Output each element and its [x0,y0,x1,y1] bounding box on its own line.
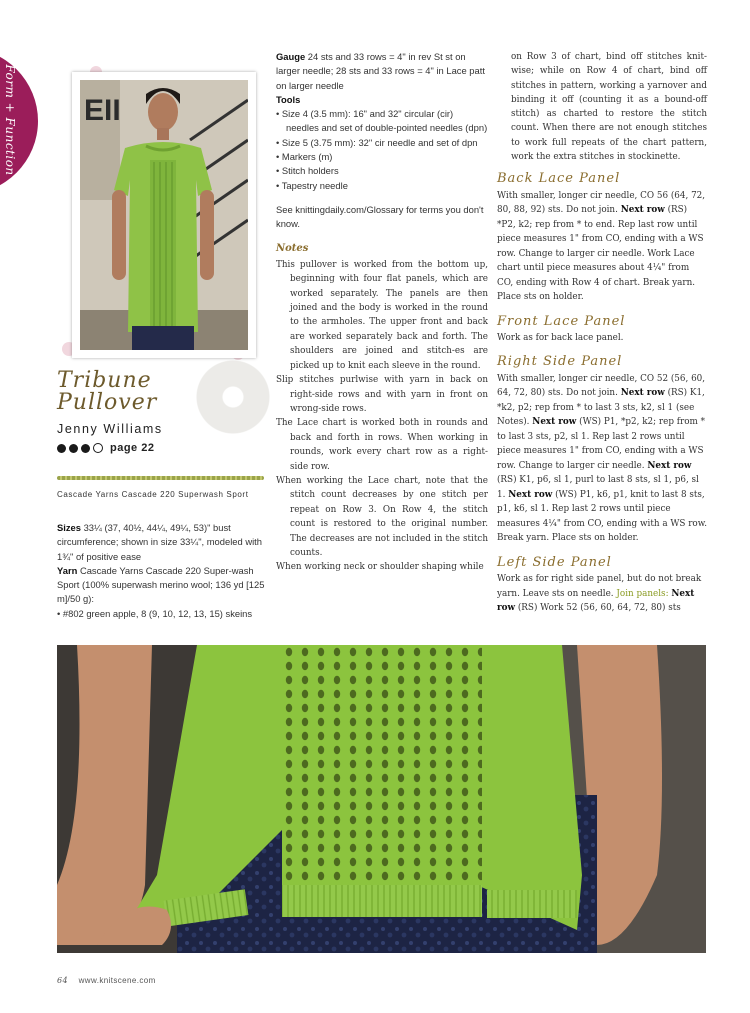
detail-photo [57,645,706,953]
notes-heading: Notes [276,242,309,254]
section-tab [0,48,38,194]
front-lace-panel-heading: Front Lace Panel [497,313,626,329]
note-paragraph: When working neck or shoulder shaping while [276,562,484,573]
pattern-title [57,370,267,414]
glossary-note: See knittingdaily.com/Glossary for terms you don't know. [276,203,484,230]
yarn-label: Yarn [57,564,78,576]
note-paragraph: The Lace chart is worked both in rounds and back and forth in rows. When working in rounds, work every chart row as a right-side row. [276,418,488,472]
page-number: 64 [57,976,68,985]
yarn-color-item: • #802 green apple, 8 (9, 10, 12, 13, 15) skeins [57,607,253,619]
page-footer [57,976,156,985]
tool-item: • Stitch holders [276,165,339,177]
model-photo-illustration [80,80,248,350]
difficulty-dot-filled [57,444,66,453]
detail-photo-illustration [57,645,706,953]
note-paragraph: This pullover is worked from the bottom up, beginning with four flat panels, which are worked separately. The panels are then joined and the body is worked in the round to the armholes. The upper front and back are worked separately back and forth. The shoulders are joined and stitch-es are picked up to knit each sleeve in the round. [276,259,488,371]
note-paragraph: When working the Lace chart, note that the stitch count decreases by one stitch per repeat on Row 3. On Row 4, the stitch count is restored to the original number. The decreases are not included in the stitch counts. [276,475,488,558]
section-tab-label: Form + Function [3,64,17,176]
page-reference: page 22 [110,442,155,454]
gauge-text: 24 sts and 33 rows = 4" in rev St st on larger needle; 28 sts and 33 rows = 4" in Lace patt on larger needle [276,51,485,91]
gauge-label: Gauge [276,51,306,62]
yarn-credit: Cascade Yarns Cascade 220 Superwash Sport [57,490,249,499]
back-lace-panel-text: With smaller, longer cir needle, CO 56 (64, 72, 80, 88, 92) sts. Do not join. Next row (RS) *P2, k2; rep from * to end. Rep last row until piece measures 1" from CO, ending with a WS row. Change to larger cir needle. Work Lace chart until piece measures about 4¼" from CO, ending with Row 4 of chart. Break yarn. Place sts on holder. [497,190,706,303]
yarn-text: Cascade Yarns Cascade 220 Super-wash Sport (100% superwash merino wool; 136 yd [125 m]/50 g): [57,564,265,605]
difficulty-dot-empty [93,443,103,453]
note-paragraph: Slip stitches purlwise with yarn in back on right-side rows and with yarn in front on wrong-side rows. [276,375,488,414]
left-side-panel-heading: Left Side Panel [497,554,612,570]
tool-item: • Markers (m) [276,151,333,163]
difficulty-rating [57,442,267,454]
left-side-panel-text: Work as for right side panel, but do not break yarn. Leave sts on needle. Join panels: Next row (RS) Work 52 (56, 60, 64, 72, 80) sts [497,574,702,614]
difficulty-dot-filled [81,444,90,453]
right-side-panel-heading: Right Side Panel [497,354,623,370]
sizes-label: Sizes [57,522,81,533]
footer-url: www.knitscene.com [78,976,156,985]
title-block [57,370,267,454]
svg-text:EII: EII [84,94,121,127]
yarn-strand-divider [57,476,264,480]
pattern-title-line-1: Tribune [57,368,152,393]
right-side-panel-text: With smaller, longer cir needle, CO 52 (56, 60, 64, 72, 80) sts. Do not join. Next row (RS) K1, *k2, p2; rep from * to last 3 sts, k2, sl 1 (see Notes). Next row (WS) P1, *p2, k2; rep from * to last 3 sts, p2, sl 1. Rep last 2 rows until piece measures 1" from CO, ending with a WS row. Change to larger cir needle. Next row (RS) K1, p6, sl 1, purl to last 8 sts, sl 1, p6, sl 1. Next row (WS) P1, k6, p1, knit to last 8 sts, p1, k6, sl 1. Rep last 2 rows until piece measures 4¼" from CO, ending with a WS row. Break yarn. Place sts on holder. [497,373,708,544]
front-lace-panel-text: Work as for back lace panel. [497,332,624,343]
tools-label: Tools [276,93,301,105]
materials-column [57,521,267,621]
sizes-text: 33¼ (37, 40½, 44¼, 49¼, 53)" bust circumference; shown in size 33¼", modeled with 1¾" of positive ease [57,522,262,562]
tool-item: • Size 4 (3.5 mm): 16" and 32" circular (cir) needles and set of double-pointed needles (dpn) [276,108,488,134]
model-photo-frame [72,72,256,358]
tool-item: • Size 5 (3.75 mm): 32" cir needle and set of dpn [276,136,478,148]
gauge-tools-notes-column [276,50,488,575]
instructions-column [497,50,707,616]
continued-text: on Row 3 of chart, bind off stitches knit-wise; while on Row 4 of chart, bind off stitches in pattern, working a yarnover and binding it off (counting it as a bound-off stitch) as charted to restore the stitch count. When there are not enough stitches to work full repeats of the chart pattern, work the extra stitches in stockinette. [511,52,707,163]
pattern-title-line-2: Pullover [57,390,158,415]
model-photo [80,80,248,350]
difficulty-dot-filled [69,444,78,453]
designer-name: Jenny Williams [57,422,163,436]
back-lace-panel-heading: Back Lace Panel [497,171,621,187]
tool-item: • Tapestry needle [276,179,348,191]
